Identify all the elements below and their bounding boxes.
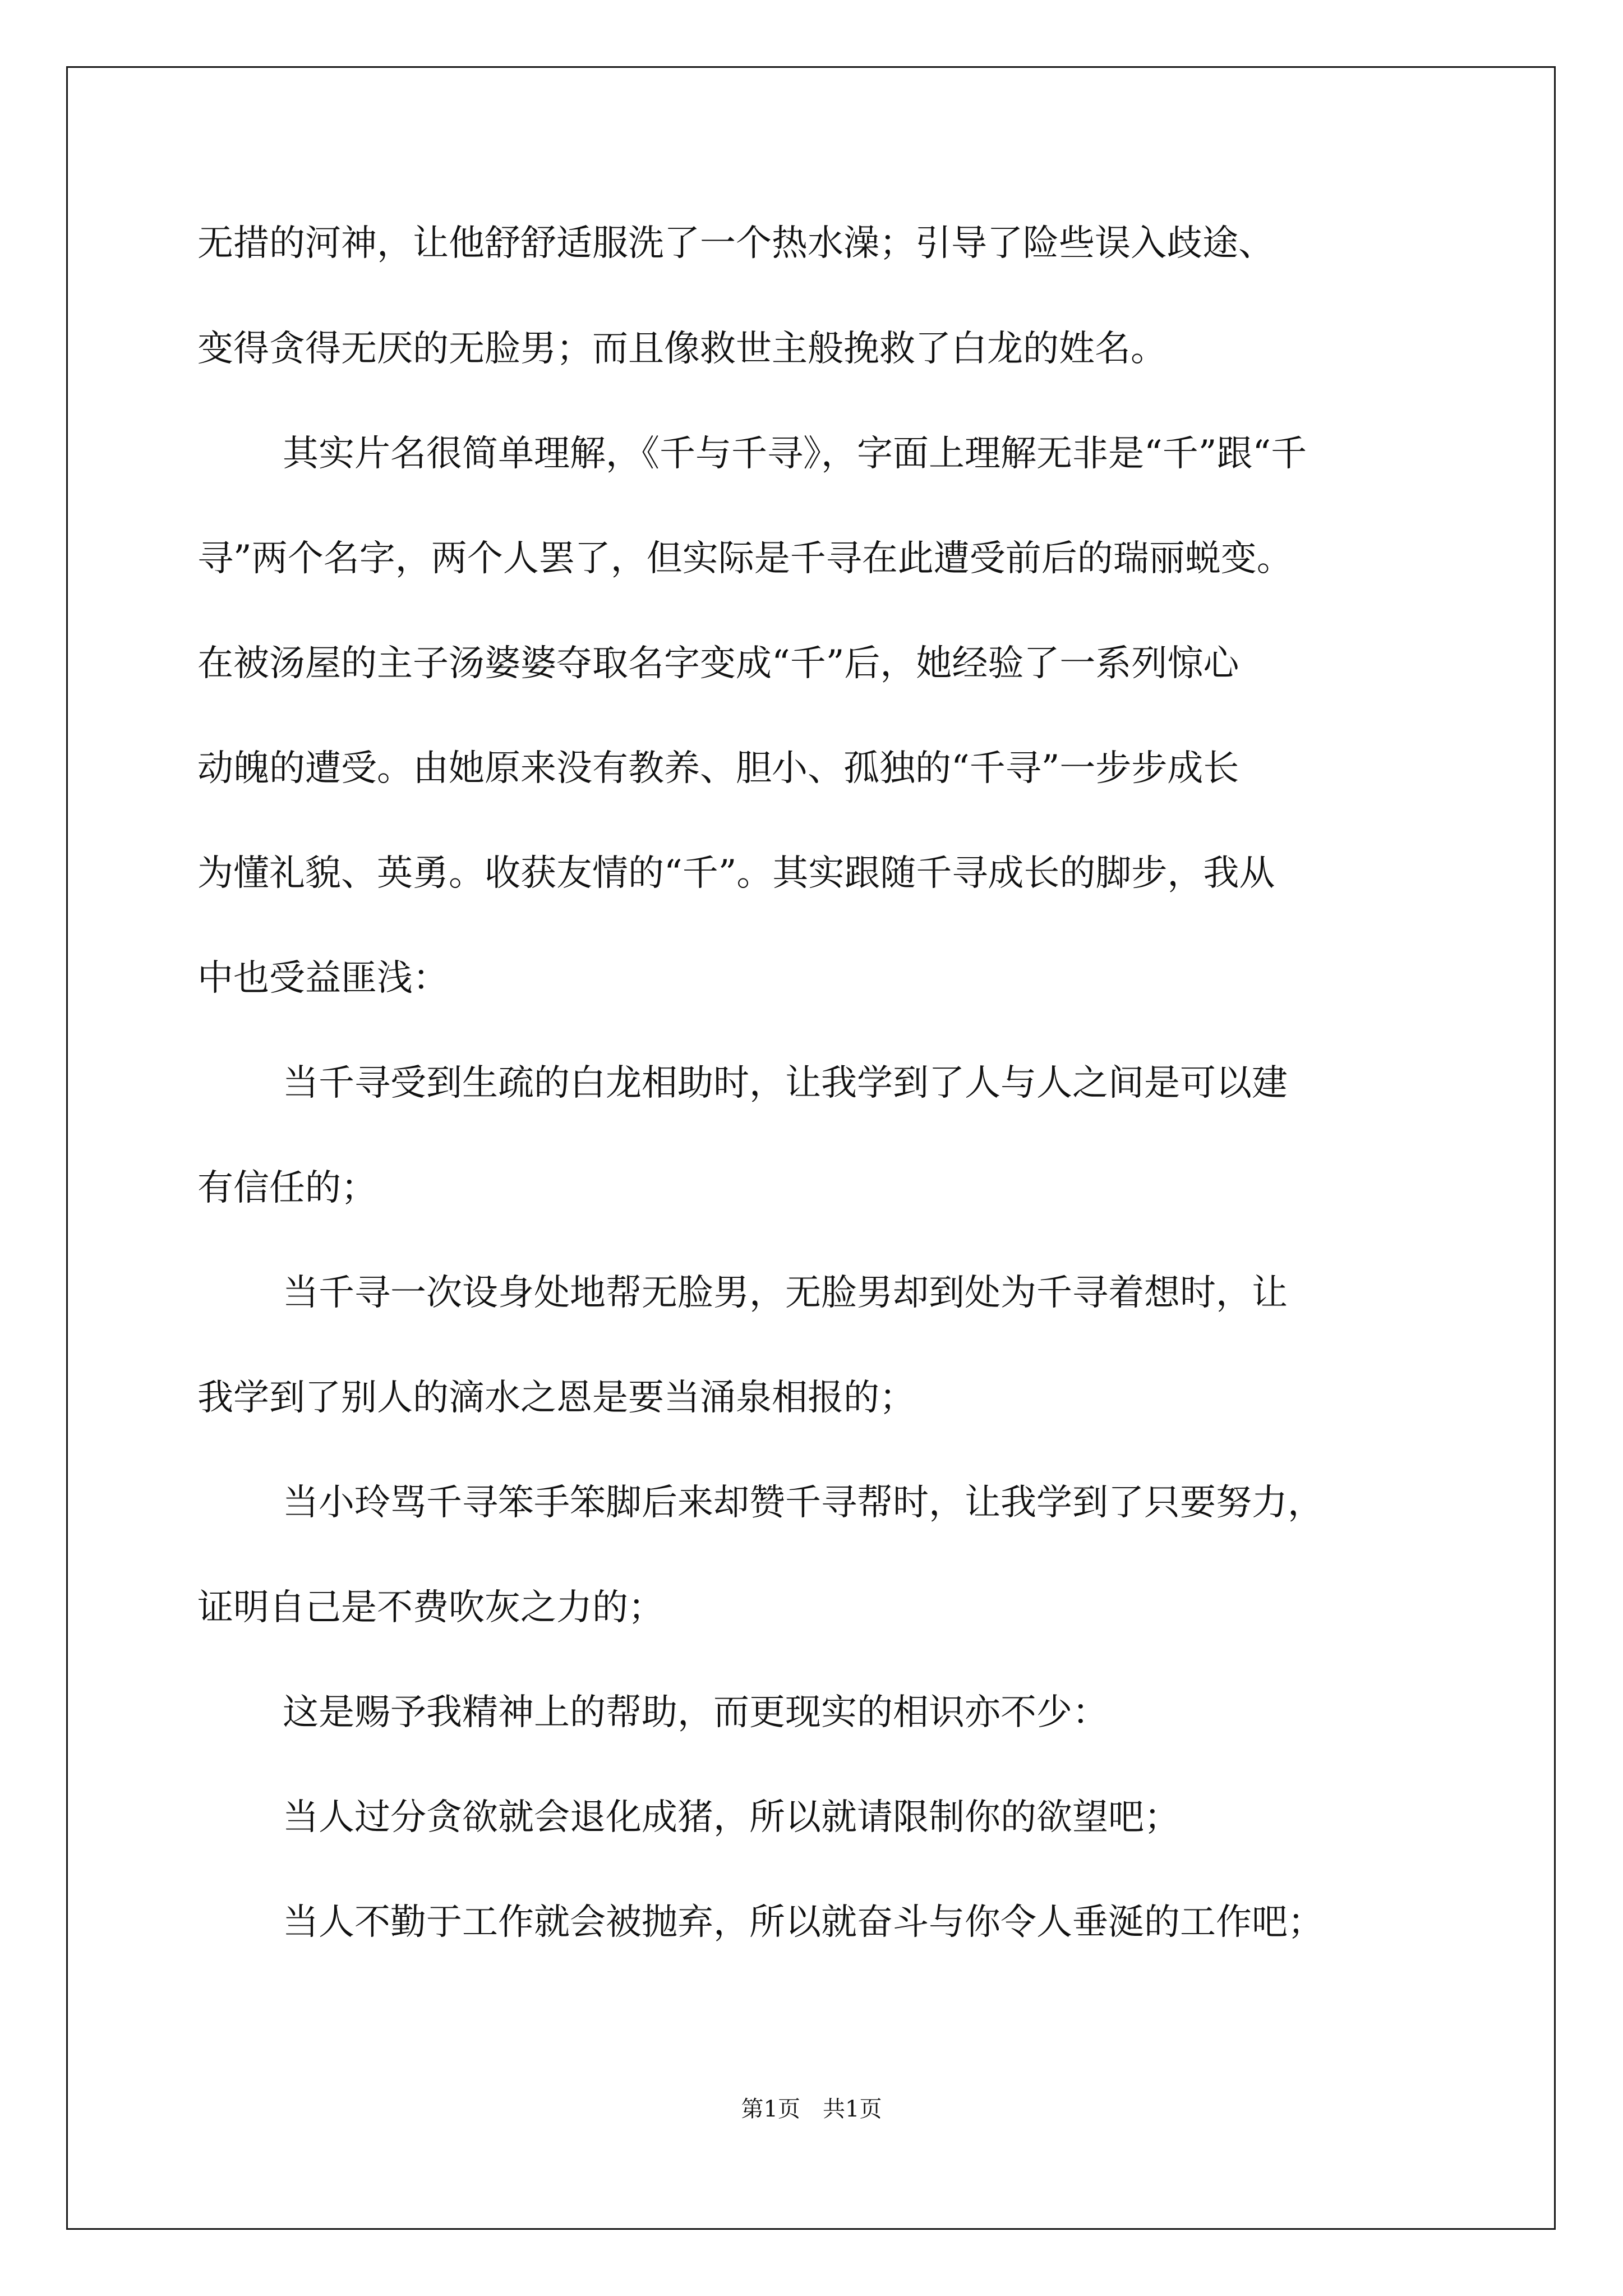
text-line: 变得贪得无厌的无脸男；而且像救世主般挽救了白龙的姓名。 — [197, 328, 1166, 370]
text-line: 当千寻一次设身处地帮无脸男，无脸男却到处为千寻着想时，让 — [283, 1272, 1288, 1314]
text-line: 这是赐予我精神上的帮助，而更现实的相识亦不少： — [283, 1692, 1108, 1733]
text-line: 当人不勤于工作就会被抛弃，所以就奋斗与你令人垂涎的工作吧； — [283, 1902, 1324, 1943]
page-footer: 第1页 共1页 — [741, 2096, 882, 2122]
text-line: 当小玲骂千寻笨手笨脚后来却赞千寻帮时，让我学到了只要努力， — [283, 1482, 1324, 1524]
text-line: 无措的河神，让他舒舒适服洗了一个热水澡；引导了险些误入歧途、 — [197, 223, 1274, 264]
text-line: 寻”两个名字，两个人罢了，但实际是千寻在此遭受前后的瑞丽蜕变。 — [197, 538, 1293, 579]
text-line: 当人过分贪欲就会退化成猪，所以就请限制你的欲望吧； — [283, 1797, 1180, 1838]
text-line: 动魄的遭受。由她原来没有教养、胆小、孤独的“千寻”一步步成长 — [197, 748, 1239, 789]
text-line: 证明自己是不费吹灰之力的； — [197, 1587, 664, 1628]
text-line: 其实片名很简单理解，《千与千寻》，字面上理解无非是“千”跟“千 — [283, 433, 1307, 475]
text-line: 为懂礼貌、英勇。收获友情的“千”。其实跟随千寻成长的脚步，我从 — [197, 853, 1275, 894]
text-line: 中也受益匪浅： — [197, 958, 449, 999]
text-line: 当千寻受到生疏的白龙相助时，让我学到了人与人之间是可以建 — [283, 1062, 1288, 1104]
text-line: 在被汤屋的主子汤婆婆夺取名字变成“千”后，她经验了一系列惊心 — [197, 643, 1239, 684]
text-line: 我学到了别人的滴水之恩是要当涌泉相报的； — [197, 1377, 915, 1419]
text-line: 有信任的； — [197, 1167, 377, 1209]
